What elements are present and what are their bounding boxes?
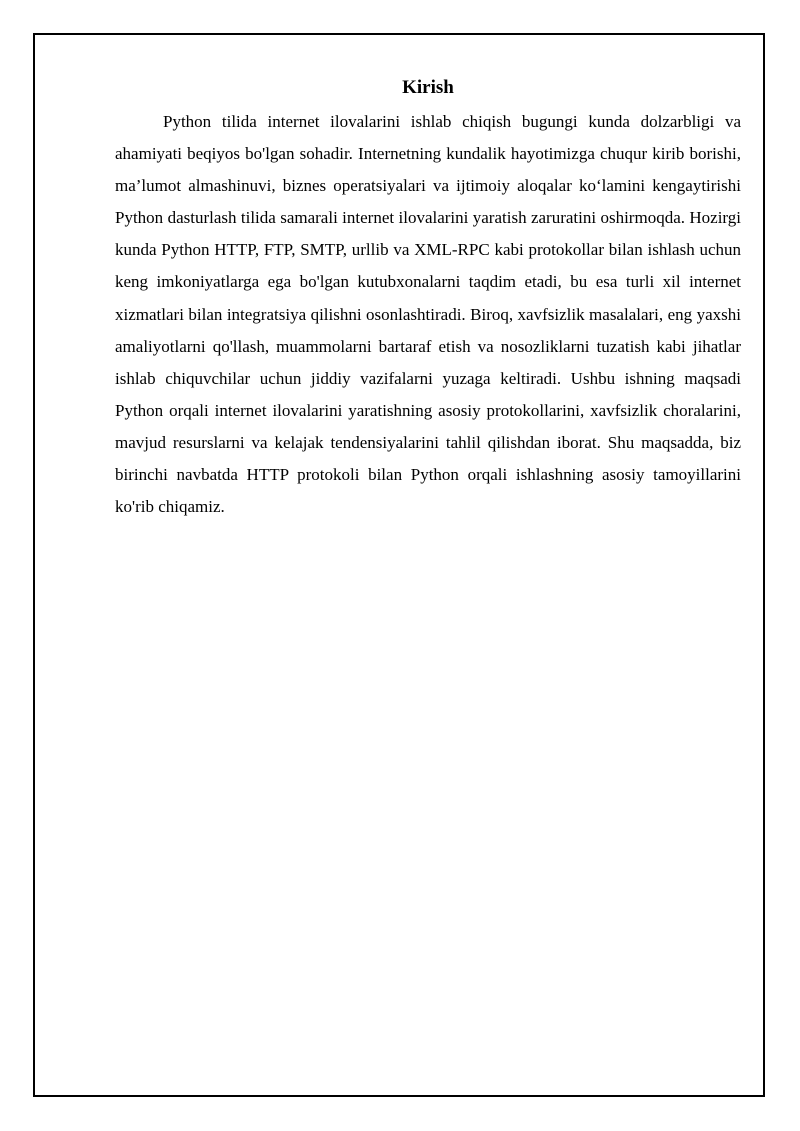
section-heading: Kirish — [402, 77, 454, 98]
body-paragraph: Python tilida internet ilovalarini ishlab chiqish bugungi kunda dolzarbligi va ahamiyati beqiyos bo'lgan sohadir. Internetning kundalik hayotimizga chuqur kirib borishi, ma’lumot almashinuvi, biznes operatsiyalari va ijtimoiy aloqalar ko‘lamini kengaytirishi Python dasturlash tilida samarali internet ilovalarini yaratish zaruratini oshirmoqda. Hozirgi kunda Python HTTP, FTP, SMTP, urllib va XML-RPC kabi protokollar bilan ishlash uchun keng imkoniyatlarga ega bo'lgan kutubxonalarni taqdim etadi, bu esa turli xil internet xizmatlari bilan integratsiya qilishni osonlashtiradi. Biroq, xavfsizlik masalalari, eng yaxshi amaliyotlarni qo'llash, muammolarni bartaraf etish va nosozliklarni tuzatish kabi jihatlar ishlab chiquvchilar uchun jiddiy vazifalarni yuzaga keltiradi. Ushbu ishning maqsadi Python orqali internet ilovalarini yaratishning asosiy protokollarini, xavfsizlik choralarini, mavjud resurslarni va kelajak tendensiyalarini tahlil qilishdan iborat. Shu maqsadda, biz birinchi navbatda HTTP protokoli bilan Python orqali ishlashning asosiy tamoyillarini ko'rib chiqamiz. — [115, 112, 741, 517]
document-content — [115, 76, 741, 523]
